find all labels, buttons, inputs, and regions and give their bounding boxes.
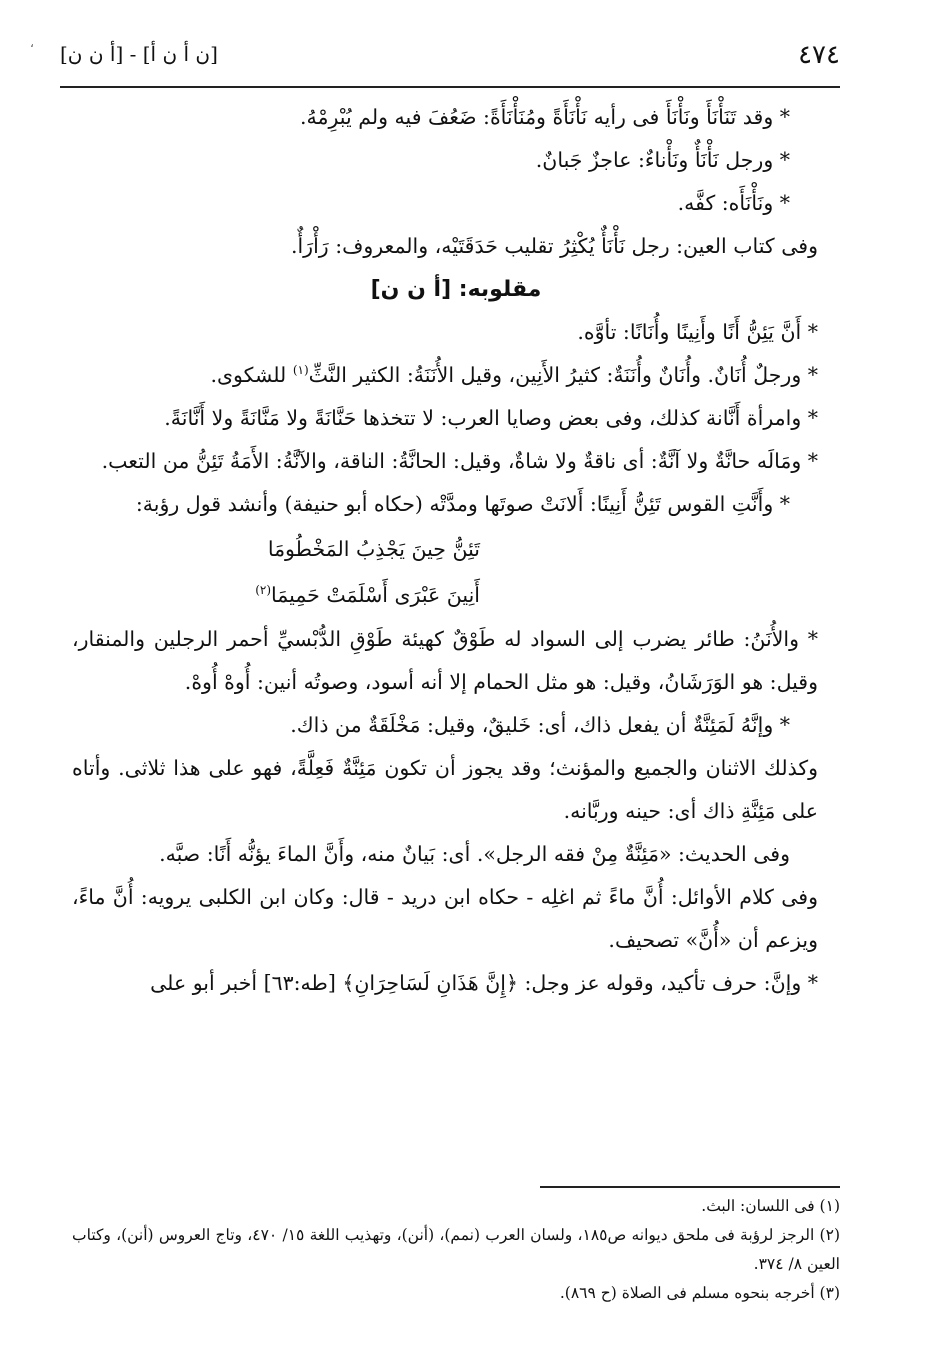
entry: * ومَالَه حانَّةٌ ولا آنَّةٌ: أى ناقةٌ ولا شاةٌ، وقيل: الحانَّةُ: الناقة، والآنَّةُ: الأَمَةُ تَئِنُّ من التعب.	[101, 449, 818, 473]
footnote-ref: (١)	[292, 363, 309, 378]
entry: * وأَنَّتِ القوس تَئِنُّ أَنِينًا: أَلانَتْ صوتَها ومدَّتْه (حكاه أبو حنيفة) وأنشد قول رؤبة:	[135, 492, 790, 516]
section-heading: مقلوبه: [أ ن ن]	[370, 277, 542, 302]
page-header	[60, 40, 840, 80]
entry: * والأُنَنُ: طائر يضرب إلى السواد له طَوْقٌ كهيئة طَوْقِ الدُّبْسيِّ أحمر الرجلين والمنقار، وقيل: هو الوَرَشَانُ، وقيل: هو مثل الحمام إلا أنه أسود، وصوتُه أنين: أُوهْ أُوهْ.	[72, 627, 818, 694]
entry	[72, 833, 840, 876]
page-number: ٤٧٤	[798, 40, 840, 70]
entry-text: للشكوى.	[210, 363, 287, 387]
running-head: [ن أ ن أ] - [أ ن ن]	[60, 42, 218, 66]
entry: وفى كلام الأوائل: أُنَّ ماءً ثم اغلِه - حكاه ابن دريد - قال: وكان ابن الكلبى يرويه: أُنَّ ماءً، ويزعم أن «أُنَّ» تصحيف.	[72, 885, 818, 952]
entry-text: وفى الحديث: «مَئِنَّةٌ مِنْ فقه الرجل». أى: بَيانٌ منه، وأَنَّ الماءَ يؤنُّه أَنًا: صبَّه.	[159, 842, 790, 866]
paragraph: وفى كتاب العين: رجل نَأْنَأٌ يُكْثِرُ تقليب حَدَقَتَيْه، والمعروف: رَأْرَأٌ.	[290, 234, 818, 258]
footnote: (١) فى اللسان: البث.	[701, 1197, 840, 1215]
entry: * وإنَّ: حرف تأكيد، وقوله عز وجل: ﴿إِنَّ هَذَانِ لَسَاحِرَانِ﴾ [طه:٦٣] أخبر أبو على	[150, 971, 818, 995]
verse-line	[72, 572, 840, 618]
entry: * وإنَّهُ لَمَئِنَّةٌ أن يفعل ذاك، أى: خَليقٌ، وقيل: مَخْلَقَةٌ من ذاك.	[290, 713, 790, 737]
entry: * أَنَّ يَئِنُّ أَنًا وأَنِينًا وأُنَانًا: تأوَّه.	[577, 320, 818, 344]
main-text	[72, 96, 840, 1005]
paragraph: * ورجل نَأْنَأٌ ونَأْناءٌ: عاجزٌ جَبانٌ.	[535, 148, 790, 172]
entry: * وامرأة أَنَّانة كذلك، وفى بعض وصايا العرب: لا تتخذها حَنَّانَةً ولا مَنَّانَةً ولا أَنَّانَةً.	[164, 406, 818, 430]
paragraph: * ونَأْنَأَه: كفَّه.	[677, 191, 790, 215]
footnotes	[72, 1192, 840, 1308]
entry	[72, 354, 840, 397]
footnote: (٣) أخرجه بنحوه مسلم فى الصلاة (ح ٨٦٩).	[559, 1284, 840, 1302]
entry: وكذلك الاثنان والجميع والمؤنث؛ وقد يجوز أن تكون مَئِنَّةٌ فَعِلَّةً، فهو على هذا ثلاثى. وأتاه على مَئِنَّةِ ذاك أى: حينه وربَّانه.	[72, 756, 818, 823]
paragraph: * وقد تَنَأْنَأَ ونَأْنَأَ فى رأيه نَأْنَأَةً ومُنَأْنَأَةً: ضَعُفَ فيه ولم يُبْرِمْهُ.	[300, 105, 790, 129]
verse-text: أَنِينَ عَبْرَى أَسْلَمَتْ حَمِيمَا	[271, 583, 480, 607]
footnote-rule	[540, 1186, 840, 1188]
header-rule	[60, 86, 840, 88]
footnote-ref: (٢)	[255, 583, 272, 598]
footnote: (٢) الرجز لرؤبة فى ملحق ديوانه ص١٨٥، ولسان العرب (نمم)، (أنن)، وتهذيب اللغة ١٥/ ٤٧٠، وتاج العروس (أنن)، وكتاب العين ٨/ ٣٧٤.	[72, 1226, 840, 1273]
verse-line: تَئِنُّ حِينَ يَجْذِبُ المَخْطُومَا	[267, 537, 480, 561]
entry-text: * ورجلٌ أُنَانٌ. وأُنَانٌ وأُنَنَةٌ: كثيرُ الأَنِين، وقيل الأُنَنَةُ: الكثير النَّثِّ	[308, 363, 818, 387]
corner-mark: ،	[30, 36, 34, 50]
